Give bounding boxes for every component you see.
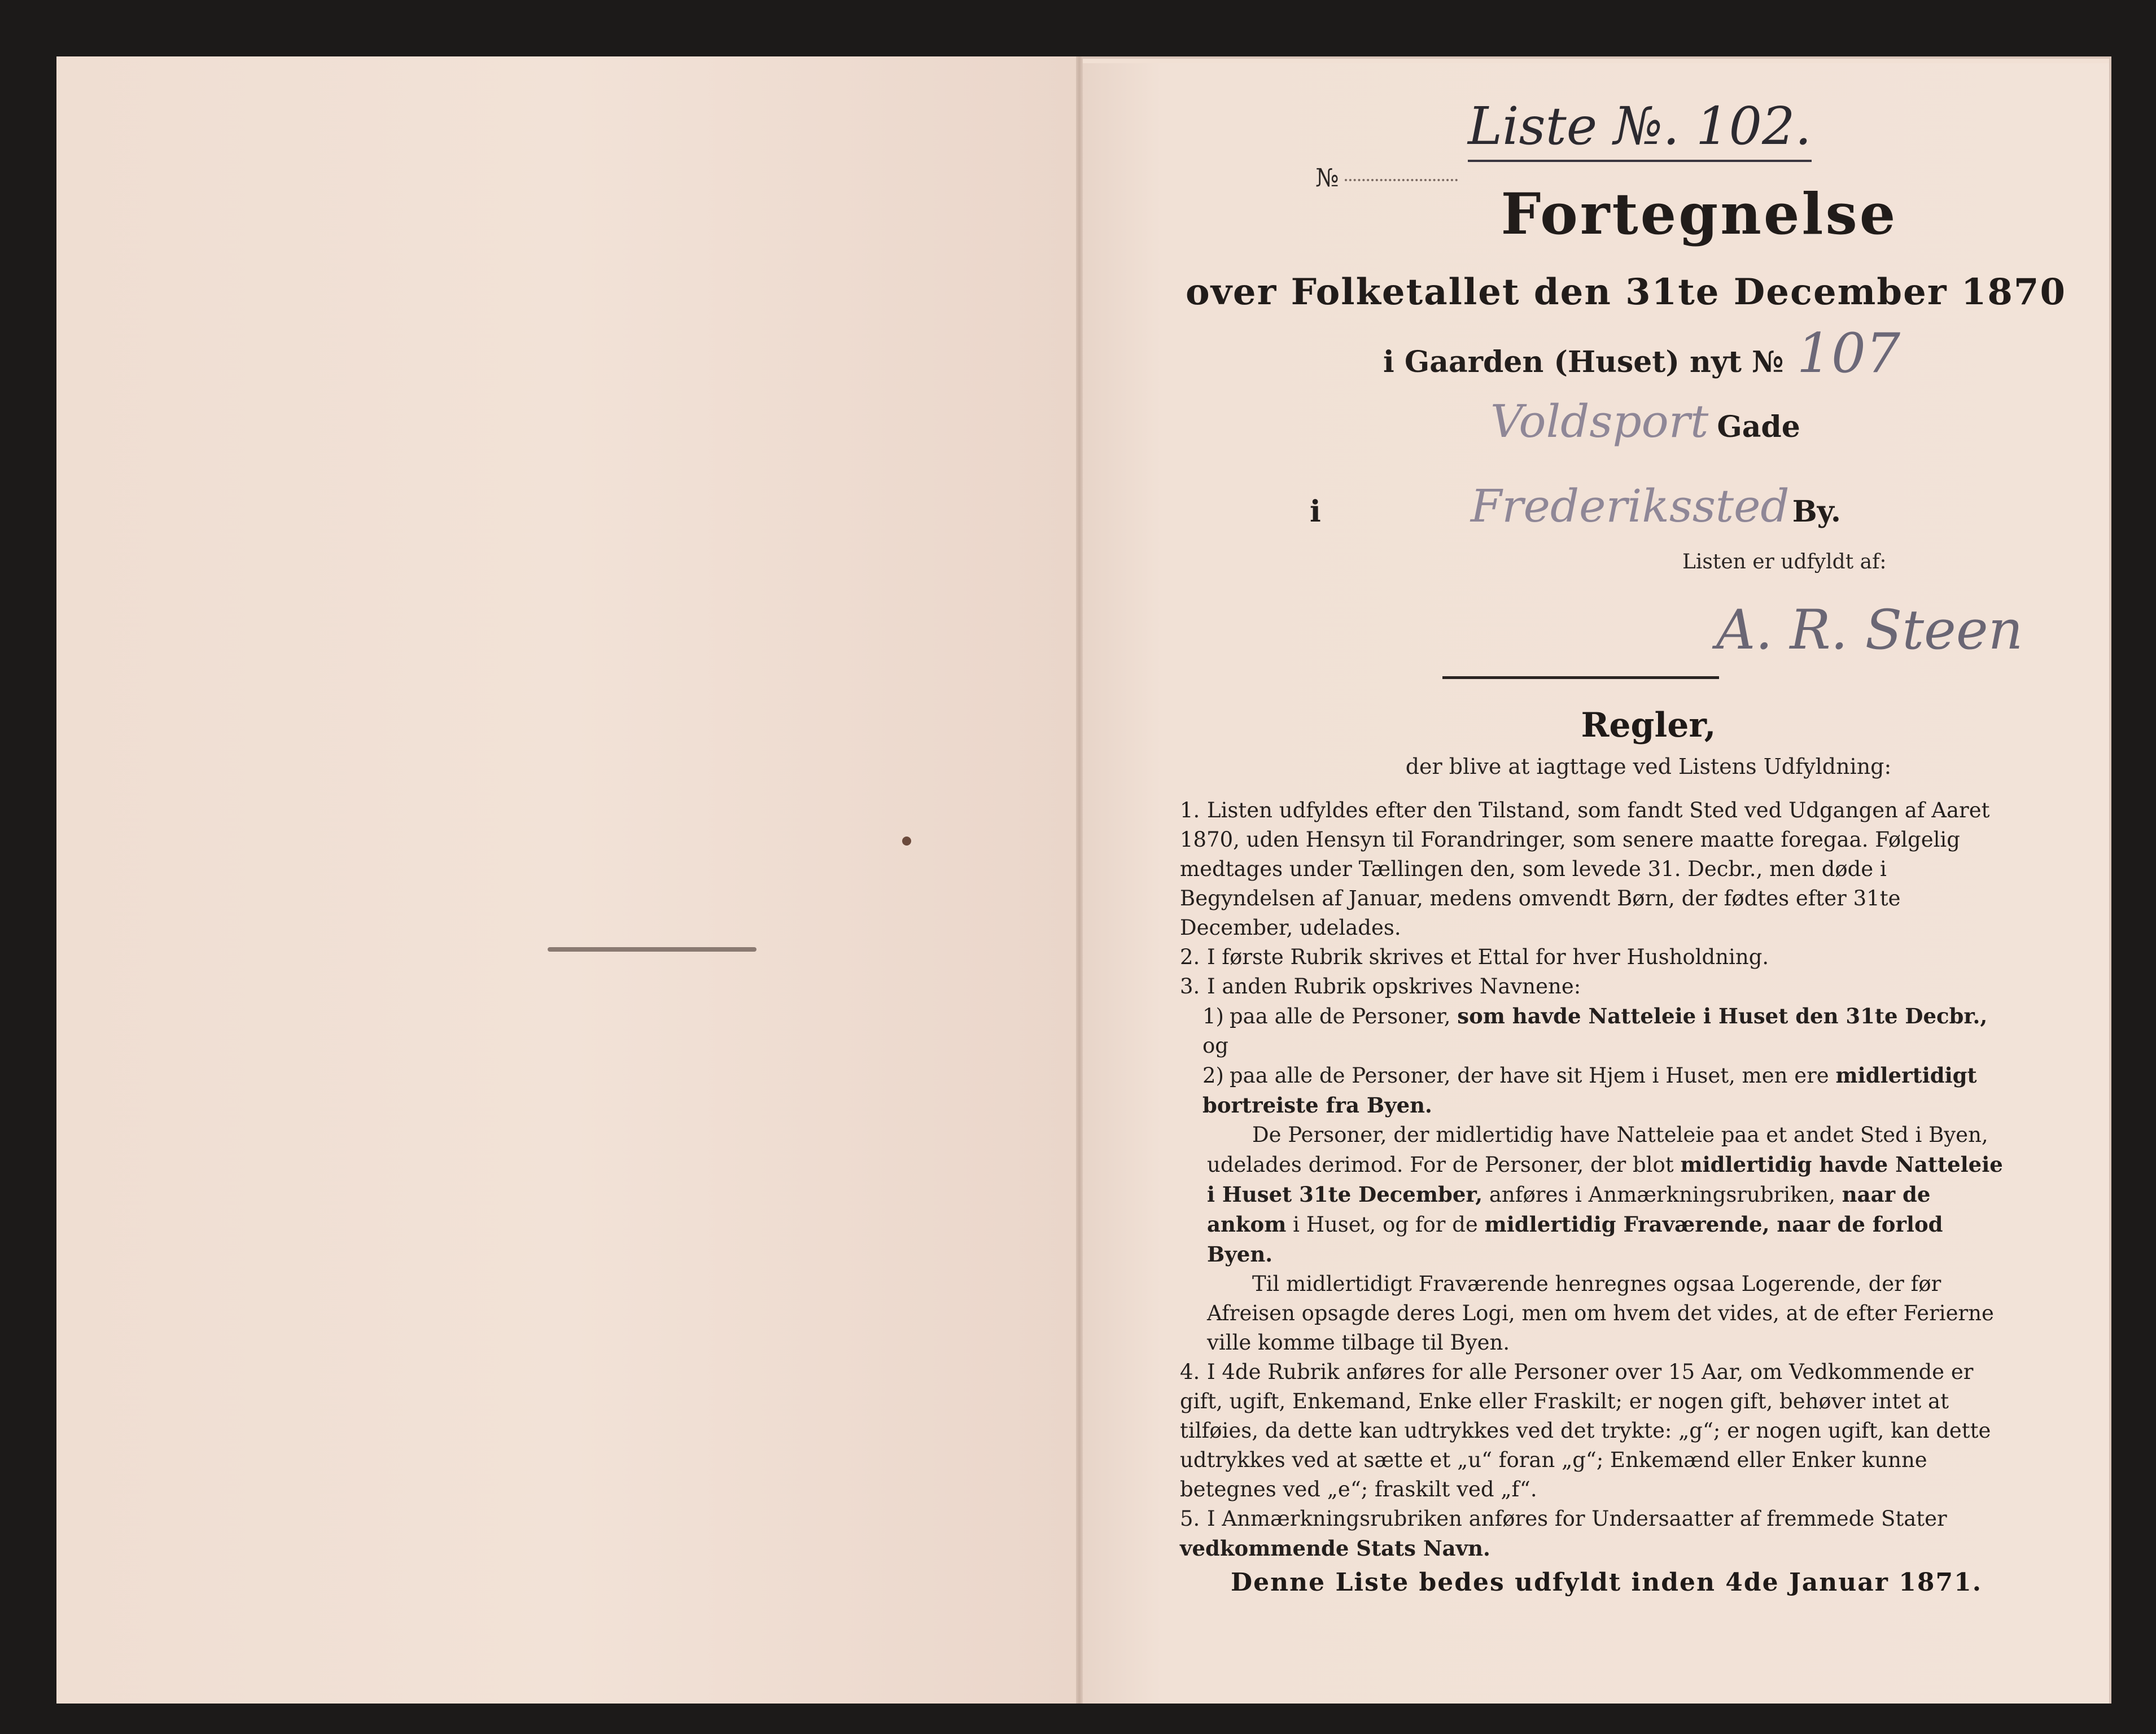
deadline-note: Denne Liste bedes udfyldt inden 4de Januar 1871.: [1231, 1568, 1983, 1597]
rule-item-1: [1180, 796, 2015, 943]
street-handwritten: Voldsport: [1490, 395, 1709, 448]
rule-sub-emphasis: midlertidigt bortreiste fra Byen.: [1202, 1063, 1977, 1118]
rule-text: I 4de Rubrik anføres for alle Personer over 15 Aar, om Vedkommende er gift, ugift, Enkemand, Enke eller Fraskilt; er nogen gift, behøver intet at tilføies, da dette kan udtrykkes ved det trykte: „g“; er nogen ugift, kan dette udtrykkes ved at sætte et „u“ foran „g“; Enkemænd eller Enker kunne betegnes ved „e“; fraskilt ved „f“.: [1180, 1360, 1991, 1501]
rule-sub-number: 1): [1202, 1004, 1224, 1028]
rule-number: 5.: [1180, 1507, 1200, 1531]
left-page-blank: [56, 56, 1079, 1704]
city-in-label: i: [1310, 494, 1321, 529]
rule-paragraph-absent: [1180, 1269, 2015, 1358]
number-sign: №: [1315, 164, 1339, 192]
paragraph-emphasis: naar de ankom: [1207, 1182, 1931, 1237]
rule-sub-number: 2): [1202, 1063, 1224, 1088]
rule-item-4: [1180, 1358, 2015, 1504]
rule-item-3: [1180, 972, 2015, 1001]
rule-text: Listen udfyldes efter den Tilstand, som fandt Sted ved Udgangen af Aaret 1870, uden Hensyn til Forandringer, som senere maatte foregaa. Følgelig medtages under Tællingen den, som levede 31. Decbr., men døde i Begyndelsen af Januar, medens omvendt Børn, der fødtes efter 31te December, udelades.: [1180, 798, 1990, 940]
rule-emphasis: vedkommende Stats Navn.: [1180, 1536, 1490, 1561]
rule-paragraph-temporary: [1180, 1120, 2015, 1269]
form-subtitle: over Folketallet den 31te December 1870: [1186, 271, 2066, 313]
rule-number: 3.: [1180, 974, 1200, 999]
form-title: Fortegnelse: [1501, 181, 1898, 247]
rules-list: [1180, 796, 2015, 1564]
rules-heading: Regler,: [1581, 706, 1716, 745]
left-page-mark: [548, 947, 756, 952]
filled-by-label: Listen er udfyldt af:: [1682, 550, 1887, 573]
section-divider: [1442, 676, 1719, 679]
street-label: Gade: [1717, 410, 1800, 444]
rule-text: I anden Rubrik opskrives Navnene:: [1207, 974, 1581, 999]
rule-number: 2.: [1180, 945, 1200, 969]
left-page-spot: [902, 837, 911, 846]
gaard-row: [1383, 322, 1900, 385]
paragraph-emphasis: midlertidig havde Natteleie i Huset 31te December,: [1207, 1152, 2003, 1207]
rule-sub-item-2: [1180, 1061, 2015, 1120]
paragraph-text: i Huset, og for de: [1286, 1212, 1485, 1237]
page-fold: [1076, 56, 1083, 1704]
rule-sub-text: paa alle de Personer,: [1230, 1004, 1458, 1028]
paragraph-text: Til midlertidigt Fraværende henregnes ogsaa Logerende, der før Afreisen opsagde deres Logi, men om hvem det vides, at de efter Ferierne ville komme tilbage til Byen.: [1207, 1272, 1994, 1355]
rule-sub-text: paa alle de Personer, der have sit Hjem i Huset, men ere: [1230, 1063, 1836, 1088]
rule-text: I første Rubrik skrives et Ettal for hver Husholdning.: [1207, 945, 1769, 969]
rule-text: I Anmærkningsrubriken anføres for Undersaatter af fremmede Stater: [1207, 1507, 1947, 1531]
paragraph-text: anføres i Anmærkningsrubriken,: [1482, 1183, 1842, 1207]
city-handwritten: Frederikssted: [1470, 480, 1790, 532]
rule-number: 1.: [1180, 798, 1200, 822]
street-row: [1490, 395, 1800, 448]
filled-by-signature: A. R. Steen: [1716, 598, 2023, 662]
gaard-label: i Gaarden (Huset) nyt №: [1383, 345, 1784, 379]
rule-number: 4.: [1180, 1360, 1200, 1384]
rules-subheading: der blive at iagttage ved Listens Udfyldning:: [1405, 754, 1892, 779]
rule-sub-item-1: [1180, 1001, 2015, 1061]
city-label: By.: [1792, 494, 1842, 529]
rule-item-2: [1180, 943, 2015, 972]
paragraph-emphasis: midlertidig Fraværende, naar de forlod Byen.: [1207, 1212, 1943, 1267]
rule-item-5: [1180, 1504, 2015, 1564]
city-row: [1310, 480, 1841, 532]
rule-sub-emphasis: som havde Natteleie i Huset den 31te Decbr.,: [1457, 1004, 1988, 1028]
rule-sub-text-end: og: [1202, 1034, 1228, 1058]
gaard-number-handwritten: 107: [1796, 322, 1901, 385]
paragraph-text: De Personer, der midlertidig have Natteleie paa et andet Sted i Byen, udelades derimod. For de Personer, der blot: [1207, 1123, 1988, 1177]
list-number-handwritten: Liste №. 102.: [1468, 96, 1812, 162]
